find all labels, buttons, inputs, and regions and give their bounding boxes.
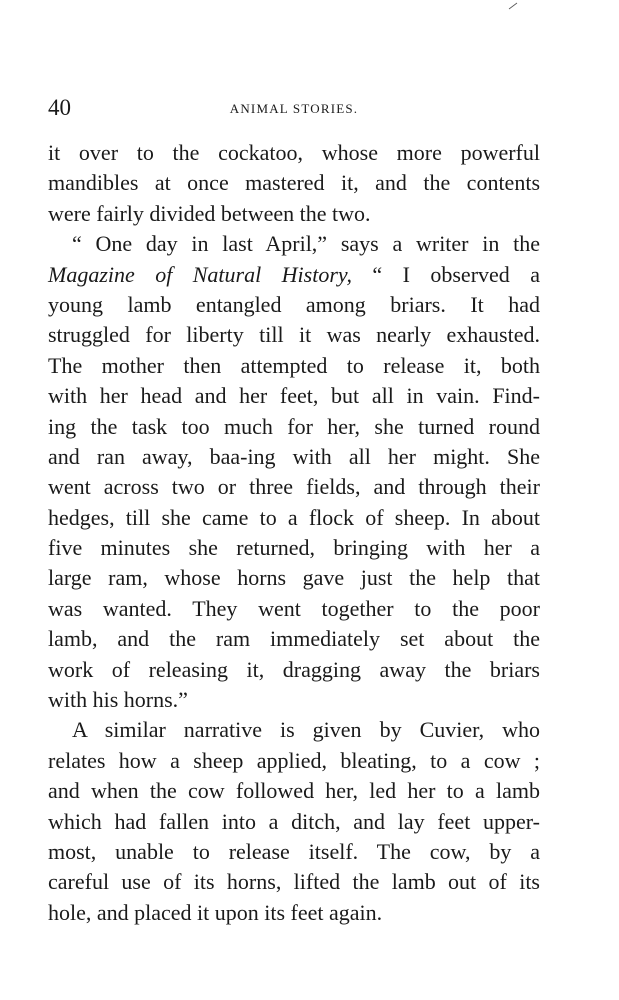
text-line: young lamb entangled among briars. It had: [48, 291, 540, 317]
text-line: five minutes she returned, bringing with her a: [48, 535, 540, 561]
text-line: lamb, and the ram immediately set about the: [48, 626, 540, 652]
text-line: A similar narrative is given by Cuvier, who: [72, 717, 540, 743]
italic-title-segment: Magazine of Natural History,: [48, 261, 352, 287]
text-line: The mother then attempted to release it, both: [48, 352, 540, 378]
text-line: large ram, whose horns gave just the help that: [48, 565, 540, 591]
page-header: [48, 93, 540, 123]
text-line: careful use of its horns, lifted the lamb out of its: [48, 869, 540, 895]
text-line: and ran away, baa-ing with all her might. She: [48, 443, 540, 469]
page-number: 40: [48, 95, 71, 120]
body-text: [48, 138, 540, 928]
text-line: [48, 260, 540, 290]
text-line: mandibles at once mastered it, and the contents: [48, 170, 540, 196]
text-line: it over to the cockatoo, whose more powerful: [48, 140, 540, 165]
text-line: hedges, till she came to a flock of sheep. In about: [48, 504, 540, 530]
text-line: went across two or three fields, and through their: [48, 474, 540, 500]
text-line: work of releasing it, dragging away the briars: [48, 656, 540, 682]
text-line: were fairly divided between the two.: [48, 200, 371, 226]
running-head: ANIMAL STORIES.: [229, 101, 359, 116]
text-line: “ One day in last April,” says a writer in the: [72, 231, 540, 257]
text-line: which had fallen into a ditch, and lay feet upper-: [48, 808, 540, 834]
text-line: and when the cow followed her, led her to a lamb: [48, 778, 540, 804]
text-line: relates how a sheep applied, bleating, to a cow ;: [48, 747, 540, 773]
text-line: hole, and placed it upon its feet again.: [48, 899, 383, 925]
text-line: was wanted. They went together to the poor: [48, 595, 540, 621]
text-segment: “ I observed a: [351, 261, 540, 287]
text-line: ing the task too much for her, she turned round: [48, 413, 540, 439]
text-line: with his horns.”: [48, 687, 188, 713]
text-line: struggled for liberty till it was nearly exhausted.: [48, 322, 540, 348]
text-line: with her head and her feet, but all in vain. Find-: [48, 383, 540, 409]
stray-ink-mark: [508, 2, 518, 10]
text-line: most, unable to release itself. The cow, by a: [48, 838, 540, 864]
